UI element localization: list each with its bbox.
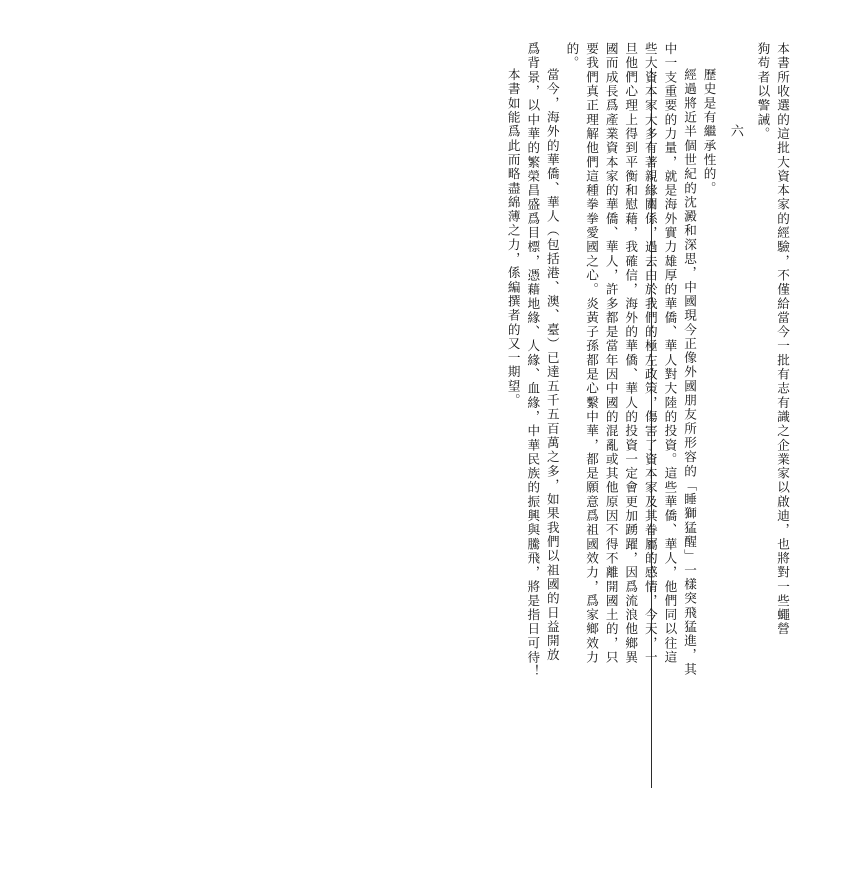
text-column: 本書所收選的這批大資本家的經驗，不僅給當今一批有志有識之企業家以啟迪，也將對一些蠅營 <box>775 42 790 637</box>
text-columns <box>499 42 788 802</box>
text-column: 經過將近半個世紀的沈澱和深思，中國現今正像外國朋友所形容的「睡獅猛醒」一樣突飛猛進，其 <box>682 68 698 677</box>
text-column: 爲背景，以中華的繁榮昌盛爲目標，憑藉地緣、人緣、血緣，中華民族的振興與騰飛，將是指日可待！ <box>525 42 541 679</box>
text-column: 本書如能爲此而略盡綿薄之力，係編撰者的又一期望。 <box>505 68 521 408</box>
text-column: 中一支重要的力量，就是海外實力雄厚的華僑、華人對大陸的投資。這些華僑、華人，他們同以往這 <box>662 42 678 665</box>
vertical-text-block <box>499 42 788 802</box>
text-column: 當今，海外的華僑、華人（包括港、澳、臺）已達五千五百萬之多，如果我們以祖國的日益開放 <box>544 68 560 663</box>
text-column: 歷史是有繼承性的。 <box>701 68 717 196</box>
text-column: 狗苟者以警誡。 <box>755 42 771 142</box>
text-column: 的。 <box>564 42 580 71</box>
text-column: 些大資本家大多有著親緣關係，過去由於我們的極左政策，傷害了資本家及其眷屬的感情，今天，一 <box>642 42 658 665</box>
text-column: 國而成長爲產業資本家的華僑、華人，許多都是當年因中國的混亂或其他原因不得不離開國土的，只 <box>603 42 619 665</box>
section-number: 六 <box>727 124 743 140</box>
text-column: 旦他們心理上得到平衡和慰藉，我確信，海外的華僑、華人的投資一定會更加踴躍，因爲流浪他鄉異 <box>623 42 639 665</box>
text-column: 要我們真正理解他們這種拳拳愛國之心。炎黃子孫都是心繫中華，都是願意爲祖國效力，爲家鄉效力 <box>584 42 600 665</box>
